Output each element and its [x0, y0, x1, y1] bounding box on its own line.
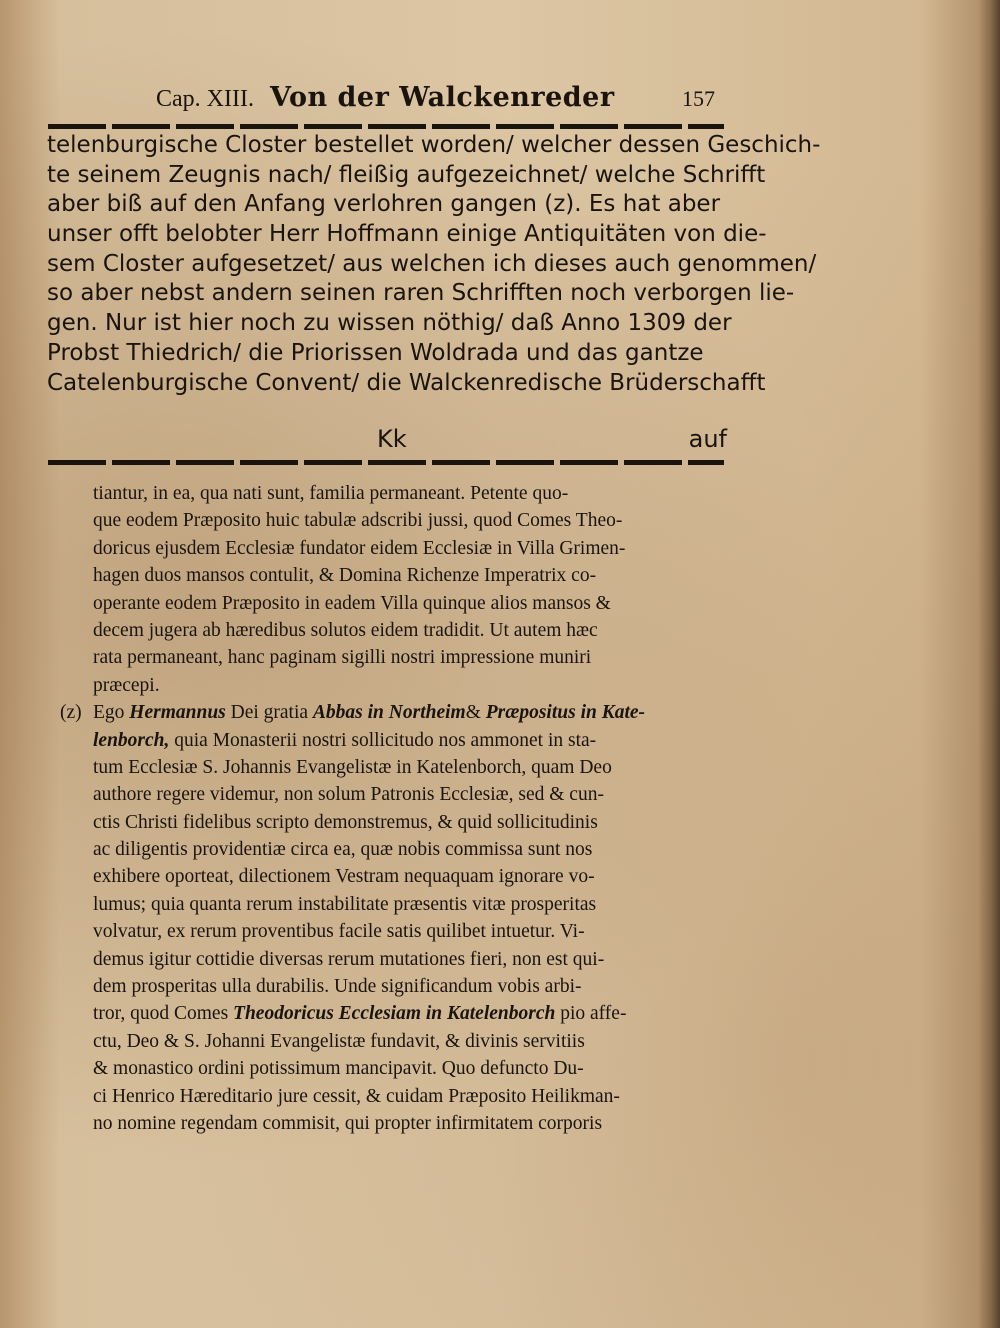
chapter-label: Cap. XIII. [156, 86, 254, 112]
main-text-line: te seinem Zeugnis nach/ fleißig aufgezeichnet/ welche Schrifft [47, 161, 766, 188]
main-text-line: aber biß auf den Anfang verlohren gangen (z). Es hat aber [47, 191, 721, 218]
main-text-line: gen. Nur ist hier noch zu wissen nöthig/ daß Anno 1309 der [47, 310, 732, 337]
main-text-line: so aber nebst andern seinen raren Schrifften noch verborgen lie- [47, 280, 795, 307]
footnote-line: tiantur, in ea, qua nati sunt, familia permaneant. Petente quo- [93, 483, 569, 504]
running-header [150, 82, 730, 122]
footnote-line: ac diligentis providentiæ circa ea, quæ nobis commissa sunt nos [93, 839, 593, 861]
title-abbas: Abbas in Northeim [312, 702, 466, 724]
signature-mark: Kk [377, 425, 407, 453]
footnote-line: no nomine regendam commisit, qui propter infirmitatem corporis [93, 1112, 603, 1134]
running-title: Von der Walckenreder [270, 82, 615, 113]
name-hermannus: Hermannus [129, 702, 226, 724]
footnote-line: præcepi. [93, 674, 160, 696]
footnote-line [60, 1000, 740, 1027]
title-praepositus: Præpositus in Kate- [485, 702, 646, 724]
footnote-line: exhibere oporteat, dilectionem Vestram nequaquam ignorare vo- [93, 866, 595, 888]
footnote-line: volvatur, ex rerum proventibus facile satis quilibet intuetur. Vi- [93, 921, 585, 943]
main-text-line: telenburgische Closter bestellet worden/ welcher dessen Geschich- [47, 132, 821, 158]
text-run: Dei gratia [225, 702, 313, 724]
page-number: 157 [682, 86, 715, 111]
footnote-line: lumus; quia quanta rerum instabilitate præsentis vitæ prosperitas [93, 893, 597, 915]
main-text-line: unser offt belobter Herr Hoffmann einige Antiquitäten von die- [47, 221, 767, 248]
footnote-line: que eodem Præposito huic tabulæ adscribi jussi, quod Comes Theo- [93, 510, 623, 532]
text-run: tror, quod Comes [93, 1003, 234, 1025]
footnote-line: rata permaneant, hanc paginam sigilli nostri impressione muniri [93, 647, 592, 669]
footnote-line [60, 727, 740, 754]
main-text-line: Probst Thiedrich/ die Priorissen Woldrada und das gantze [47, 339, 704, 366]
footnote-line: doricus ejusdem Ecclesiæ fundator eidem Ecclesiæ in Villa Grimen- [93, 537, 626, 559]
catch-line [47, 425, 727, 457]
footnote-line: decem jugera ab hæredibus solutos eidem tradidit. Ut autem hæc [93, 619, 598, 641]
text-run: & [465, 702, 486, 724]
name-theodoricus: Theodoricus Ecclesiam in Katelenborch [233, 1003, 556, 1025]
main-text-block [47, 131, 821, 398]
footnotes-block [60, 480, 740, 1137]
footnote-line: authore regere videmur, non solum Patronis Ecclesiæ, sed & cun- [93, 784, 604, 806]
footnote-line: operante eodem Præposito in eadem Villa quinque alios mansos & [93, 592, 611, 614]
footnote-line: & monastico ordini potissimum mancipavit. Quo defuncto Du- [93, 1058, 584, 1080]
footnote-line: tum Ecclesiæ S. Johannis Evangelistæ in Katelenborch, quam Deo [93, 756, 612, 778]
text-run: Ego [93, 702, 130, 724]
text-run: pio affe- [555, 1003, 627, 1025]
place-lenborch: lenborch, [93, 729, 170, 751]
text-run: quia Monasterii nostri sollicitudo nos ammonet in sta- [169, 729, 597, 751]
footnote-line: ctis Christi fidelibus scripto demonstremus, & quid sollicitudinis [93, 811, 598, 833]
main-text-line: Catelenburgische Convent/ die Walckenredische Brüderschafft [47, 369, 766, 396]
footnote-marker: (z) [60, 702, 82, 724]
footnote-line: ctu, Deo & S. Johanni Evangelistæ fundavit, & divinis servitiis [93, 1030, 585, 1052]
footnote-z-first-line [60, 699, 740, 726]
footnote-line: ci Henrico Hæreditario jure cessit, & cuidam Præposito Heilikman- [93, 1085, 620, 1107]
catchword: auf [688, 425, 727, 453]
footnote-line: hagen duos mansos contulit, & Domina Richenze Imperatrix co- [93, 565, 597, 587]
header-rule [48, 124, 724, 129]
main-text-line: sem Closter aufgesetzet/ aus welchen ich dieses auch genommen/ [47, 250, 817, 277]
footnote-rule [48, 460, 724, 465]
footnote-line: dem prosperitas ulla durabilis. Unde significandum vobis arbi- [93, 976, 582, 998]
page-binding-shadow [978, 0, 1000, 1328]
footnote-line: demus igitur cottidie diversas rerum mutationes fieri, non est qui- [93, 948, 605, 970]
